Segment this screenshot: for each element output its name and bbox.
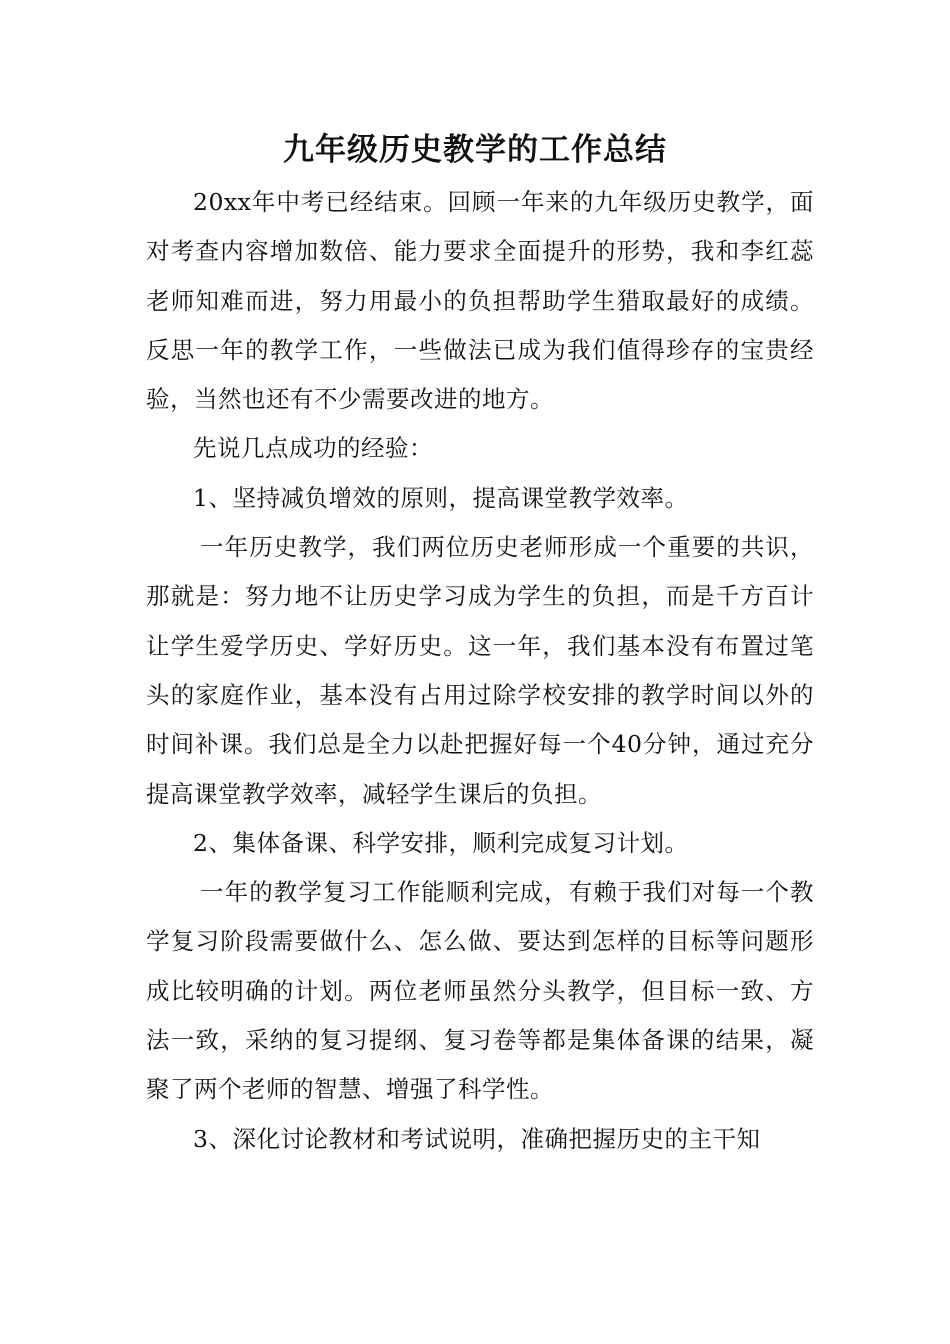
document-title: 九年级历史教学的工作总结 — [283, 132, 667, 168]
paragraph-experience-heading: 先说几点成功的经验： — [193, 434, 433, 463]
paragraph-point-1-body: 一年历史教学，我们两位历史老师形成一个重要的共识，那就是：努力地不让历史学习成为学生的负担，而是千方百计让学生爱学历史、学好历史。这一年，我们基本没有布置过笔头的家庭作业，基本没有占用过除学校安排的教学时间以外的时间补课。我们总是全力以赴把握好每一个40分钟，通过充分提高课堂教学效率，减轻学生课后的负担。 — [146, 533, 814, 808]
document-body — [146, 178, 814, 1164]
paragraph-point-2-body: 一年的教学复习工作能顺利完成，有赖于我们对每一个教学复习阶段需要做什么、怎么做、要达到怎样的目标等问题形成比较明确的计划。两位老师虽然分头教学，但目标一致、方法一致，采纳的复习提纲、复习卷等都是集体备课的结果，凝聚了两个老师的智慧、增强了科学性。 — [146, 878, 814, 1104]
paragraph-point-2-heading: 2、集体备课、科学安排，顺利完成复习计划。 — [193, 828, 689, 857]
paragraph-intro: 20xx年中考已经结束。回顾一年来的九年级历史教学，面对考查内容增加数倍、能力要求全面提升的形势，我和李红蕊老师知难而进，努力用最小的负担帮助学生猎取最好的成绩。反思一年的教学工作，一些做法已成为我们值得珍存的宝贵经验，当然也还有不少需要改进的地方。 — [146, 188, 814, 414]
paragraph-point-1-heading: 1、坚持减负增效的原则，提高课堂教学效率。 — [193, 483, 689, 512]
paragraph-point-3-heading: 3、深化讨论教材和考试说明，准确把握历史的主干知 — [193, 1124, 761, 1153]
